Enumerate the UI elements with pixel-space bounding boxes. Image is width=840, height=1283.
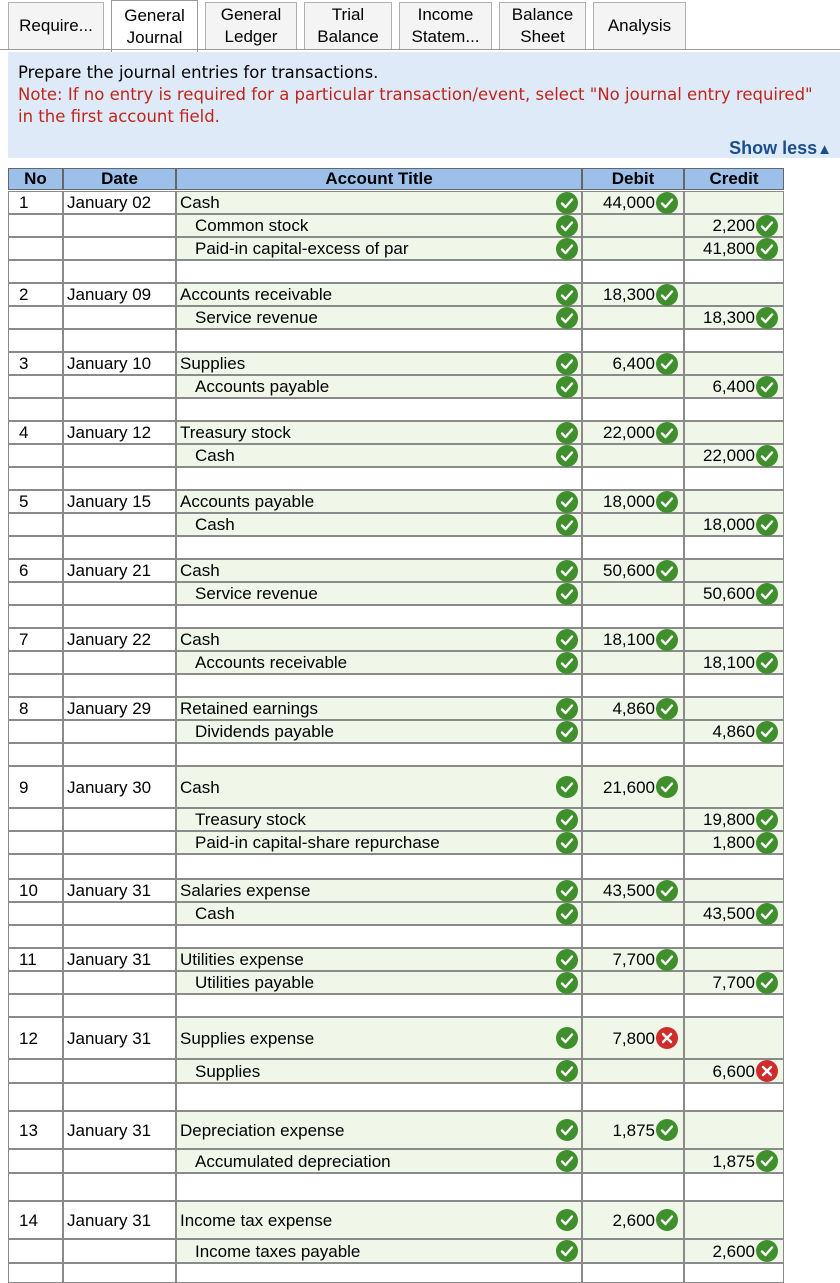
debit-field[interactable]: 18,100 xyxy=(582,628,684,651)
entry-number-cell xyxy=(8,444,63,467)
instruction-text: Prepare the journal entries for transactions. xyxy=(18,63,379,82)
spacer-cell xyxy=(63,674,176,697)
check-icon xyxy=(756,445,778,467)
check-icon xyxy=(656,949,678,971)
account-field[interactable]: Treasury stock xyxy=(176,421,582,444)
debit-field[interactable]: 43,500 xyxy=(582,879,684,902)
credit-field[interactable]: 50,600 xyxy=(684,582,784,605)
spacer-cell xyxy=(8,536,63,559)
date-cell: January 31 xyxy=(63,1111,176,1149)
check-icon xyxy=(656,1119,678,1141)
entry-number-cell: 5 xyxy=(8,490,63,513)
date-cell: January 30 xyxy=(63,766,176,808)
spacer-cell xyxy=(176,536,582,559)
check-icon xyxy=(556,1119,578,1141)
check-icon xyxy=(556,809,578,831)
account-field[interactable]: Salaries expense xyxy=(176,879,582,902)
entry-number-cell xyxy=(8,513,63,536)
entry-number-cell: 14 xyxy=(8,1201,63,1239)
account-field[interactable]: Service revenue xyxy=(176,582,582,605)
credit-field[interactable]: 6,600 xyxy=(684,1059,784,1083)
debit-field[interactable] xyxy=(582,306,684,329)
spacer-cell xyxy=(684,1083,784,1111)
spacer-cell xyxy=(582,398,684,421)
check-icon xyxy=(556,721,578,743)
spacer-cell xyxy=(63,605,176,628)
date-cell xyxy=(63,1239,176,1263)
credit-field[interactable] xyxy=(684,879,784,902)
check-icon xyxy=(556,238,578,260)
check-icon xyxy=(556,1027,578,1049)
spacer-cell xyxy=(8,925,63,948)
credit-field[interactable] xyxy=(684,697,784,720)
account-field[interactable]: Cash xyxy=(176,444,582,467)
check-icon xyxy=(756,972,778,994)
spacer-cell xyxy=(176,329,582,352)
check-icon xyxy=(556,880,578,902)
entry-number-cell xyxy=(8,214,63,237)
account-field[interactable]: Utilities expense xyxy=(176,948,582,971)
credit-field[interactable] xyxy=(684,1111,784,1149)
debit-field[interactable] xyxy=(582,375,684,398)
credit-field[interactable]: 41,800 xyxy=(684,237,784,260)
credit-field[interactable]: 4,860 xyxy=(684,720,784,743)
account-field[interactable]: Cash xyxy=(176,513,582,536)
tab-analysis[interactable]: Analysis xyxy=(593,2,686,49)
check-icon xyxy=(556,832,578,854)
spacer-cell xyxy=(684,398,784,421)
check-icon xyxy=(556,1240,578,1262)
date-cell xyxy=(63,237,176,260)
instruction-note: Note: If no entry is required for a particular transaction/event, select "No journal entry required" in the first account field. xyxy=(18,85,813,126)
check-icon xyxy=(656,284,678,306)
account-field[interactable]: Depreciation expense xyxy=(176,1111,582,1149)
spacer-cell xyxy=(684,1173,784,1201)
debit-field[interactable]: 2,600 xyxy=(582,1201,684,1239)
date-cell xyxy=(63,444,176,467)
spacer-cell xyxy=(8,674,63,697)
check-icon xyxy=(556,215,578,237)
column-header-no: No xyxy=(8,168,63,190)
debit-field[interactable]: 21,600 xyxy=(582,766,684,808)
spacer-cell xyxy=(582,536,684,559)
check-icon xyxy=(756,652,778,674)
account-field[interactable]: Accounts payable xyxy=(176,375,582,398)
entry-number-cell xyxy=(8,582,63,605)
spacer-cell xyxy=(8,854,63,879)
spacer-cell xyxy=(8,398,63,421)
entry-number-cell: 1 xyxy=(8,191,63,214)
entry-number-cell xyxy=(8,237,63,260)
credit-field[interactable]: 18,300 xyxy=(684,306,784,329)
debit-field[interactable] xyxy=(582,651,684,674)
spacer-cell xyxy=(63,743,176,766)
check-icon xyxy=(756,514,778,536)
account-field[interactable]: Accounts payable xyxy=(176,490,582,513)
date-cell: January 31 xyxy=(63,1201,176,1239)
check-icon xyxy=(556,972,578,994)
check-icon xyxy=(756,832,778,854)
debit-field[interactable] xyxy=(582,237,684,260)
check-icon xyxy=(756,376,778,398)
spacer-cell xyxy=(176,854,582,879)
instructions-panel xyxy=(8,52,840,158)
date-cell xyxy=(63,1059,176,1083)
check-icon xyxy=(556,652,578,674)
check-icon xyxy=(756,721,778,743)
check-icon xyxy=(656,422,678,444)
date-cell xyxy=(63,513,176,536)
debit-field[interactable]: 44,000 xyxy=(582,191,684,214)
credit-field[interactable] xyxy=(684,766,784,808)
spacer-cell xyxy=(176,605,582,628)
check-icon xyxy=(756,583,778,605)
spacer-cell xyxy=(582,854,684,879)
column-header-date: Date xyxy=(63,168,176,190)
date-cell: January 29 xyxy=(63,697,176,720)
credit-field[interactable]: 1,875 xyxy=(684,1149,784,1173)
date-cell: January 09 xyxy=(63,283,176,306)
credit-field[interactable]: 2,200 xyxy=(684,214,784,237)
account-field[interactable]: Paid-in capital-excess of par xyxy=(176,237,582,260)
spacer-cell xyxy=(176,467,582,490)
tab-bar xyxy=(0,0,840,52)
date-cell xyxy=(63,375,176,398)
check-icon xyxy=(756,1240,778,1262)
check-icon xyxy=(556,514,578,536)
credit-field[interactable]: 43,500 xyxy=(684,902,784,925)
credit-field[interactable]: 22,000 xyxy=(684,444,784,467)
spacer-cell xyxy=(8,1263,63,1283)
date-cell: January 02 xyxy=(63,191,176,214)
date-cell: January 31 xyxy=(63,948,176,971)
check-icon xyxy=(656,698,678,720)
check-icon xyxy=(656,491,678,513)
spacer-cell xyxy=(8,1173,63,1201)
check-icon xyxy=(556,903,578,925)
spacer-cell xyxy=(684,260,784,283)
check-icon xyxy=(656,880,678,902)
entry-number-cell xyxy=(8,651,63,674)
account-field[interactable]: Accounts receivable xyxy=(176,283,582,306)
date-cell: January 31 xyxy=(63,1017,176,1059)
entry-number-cell: 6 xyxy=(8,559,63,582)
spacer-cell xyxy=(582,467,684,490)
spacer-cell xyxy=(63,925,176,948)
spacer-cell xyxy=(8,329,63,352)
debit-field[interactable]: 18,000 xyxy=(582,490,684,513)
date-cell xyxy=(63,582,176,605)
account-field[interactable]: Income taxes payable xyxy=(176,1239,582,1263)
credit-field[interactable] xyxy=(684,1201,784,1239)
check-icon xyxy=(556,1209,578,1231)
account-field[interactable]: Supplies xyxy=(176,352,582,375)
account-field[interactable]: Dividends payable xyxy=(176,720,582,743)
entry-number-cell: 12 xyxy=(8,1017,63,1059)
debit-field[interactable] xyxy=(582,831,684,854)
spacer-cell xyxy=(63,1263,176,1283)
check-icon xyxy=(556,629,578,651)
spacer-cell xyxy=(176,260,582,283)
spacer-cell xyxy=(582,743,684,766)
date-cell xyxy=(63,831,176,854)
check-icon xyxy=(656,353,678,375)
spacer-cell xyxy=(684,994,784,1017)
date-cell: January 21 xyxy=(63,559,176,582)
date-cell: January 12 xyxy=(63,421,176,444)
debit-field[interactable]: 22,000 xyxy=(582,421,684,444)
column-header-account: Account Title xyxy=(176,168,582,190)
account-field[interactable]: Cash xyxy=(176,628,582,651)
spacer-cell xyxy=(176,674,582,697)
check-icon xyxy=(656,192,678,214)
date-cell xyxy=(63,902,176,925)
account-field[interactable]: Cash xyxy=(176,191,582,214)
credit-field[interactable]: 18,100 xyxy=(684,651,784,674)
check-icon xyxy=(556,560,578,582)
account-field[interactable]: Accounts receivable xyxy=(176,651,582,674)
entry-number-cell xyxy=(8,1149,63,1173)
spacer-cell xyxy=(684,925,784,948)
credit-field[interactable]: 6,400 xyxy=(684,375,784,398)
spacer-cell xyxy=(582,925,684,948)
credit-field[interactable] xyxy=(684,628,784,651)
debit-field[interactable] xyxy=(582,971,684,994)
entry-number-cell xyxy=(8,971,63,994)
tab-divider xyxy=(0,49,840,50)
date-cell xyxy=(63,214,176,237)
account-field[interactable]: Retained earnings xyxy=(176,697,582,720)
credit-field[interactable] xyxy=(684,191,784,214)
check-icon xyxy=(656,560,678,582)
spacer-cell xyxy=(63,467,176,490)
date-cell xyxy=(63,1149,176,1173)
check-icon xyxy=(756,215,778,237)
spacer-cell xyxy=(684,674,784,697)
debit-field[interactable] xyxy=(582,1149,684,1173)
check-icon xyxy=(556,1150,578,1172)
spacer-cell xyxy=(8,605,63,628)
credit-field[interactable] xyxy=(684,559,784,582)
date-cell xyxy=(63,720,176,743)
spacer-cell xyxy=(684,1263,784,1283)
credit-field[interactable]: 19,800 xyxy=(684,808,784,831)
date-cell: January 22 xyxy=(63,628,176,651)
check-icon xyxy=(556,192,578,214)
date-cell: January 15 xyxy=(63,490,176,513)
cross-icon xyxy=(656,1027,678,1049)
account-field[interactable]: Cash xyxy=(176,559,582,582)
debit-field[interactable] xyxy=(582,513,684,536)
entry-number-cell: 8 xyxy=(8,697,63,720)
check-icon xyxy=(556,949,578,971)
spacer-cell xyxy=(582,329,684,352)
tab-general-journal[interactable]: General Journal xyxy=(111,0,198,52)
check-icon xyxy=(756,307,778,329)
credit-field[interactable]: 1,800 xyxy=(684,831,784,854)
check-icon xyxy=(556,307,578,329)
entry-number-cell: 2 xyxy=(8,283,63,306)
entry-number-cell: 10 xyxy=(8,879,63,902)
spacer-cell xyxy=(63,329,176,352)
spacer-cell xyxy=(63,1173,176,1201)
check-icon xyxy=(556,376,578,398)
spacer-cell xyxy=(176,398,582,421)
account-field[interactable]: Common stock xyxy=(176,214,582,237)
account-field[interactable]: Cash xyxy=(176,902,582,925)
debit-field[interactable] xyxy=(582,902,684,925)
debit-field[interactable] xyxy=(582,1059,684,1083)
column-header-credit: Credit xyxy=(684,168,784,190)
spacer-cell xyxy=(63,994,176,1017)
triangle-up-icon: ▲ xyxy=(817,141,832,158)
spacer-cell xyxy=(63,854,176,879)
entry-number-cell xyxy=(8,1239,63,1263)
tab-general-ledger[interactable]: General Ledger xyxy=(205,2,297,49)
spacer-cell xyxy=(176,925,582,948)
check-icon xyxy=(756,1150,778,1172)
date-cell: January 31 xyxy=(63,879,176,902)
spacer-cell xyxy=(684,329,784,352)
entry-number-cell: 3 xyxy=(8,352,63,375)
spacer-cell xyxy=(176,1263,582,1283)
credit-field[interactable]: 7,700 xyxy=(684,971,784,994)
check-icon xyxy=(656,629,678,651)
credit-field[interactable]: 18,000 xyxy=(684,513,784,536)
entry-number-cell: 11 xyxy=(8,948,63,971)
debit-field[interactable] xyxy=(582,444,684,467)
check-icon xyxy=(756,809,778,831)
account-field[interactable]: Paid-in capital-share repurchase xyxy=(176,831,582,854)
show-less-link[interactable]: Show less▲ xyxy=(729,138,832,158)
spacer-cell xyxy=(176,994,582,1017)
spacer-cell xyxy=(8,743,63,766)
check-icon xyxy=(556,445,578,467)
entry-number-cell xyxy=(8,831,63,854)
credit-field[interactable] xyxy=(684,490,784,513)
spacer-cell xyxy=(8,467,63,490)
check-icon xyxy=(756,238,778,260)
debit-field[interactable] xyxy=(582,582,684,605)
spacer-cell xyxy=(176,1173,582,1201)
debit-field[interactable] xyxy=(582,1239,684,1263)
check-icon xyxy=(756,903,778,925)
account-field[interactable]: Accumulated depreciation xyxy=(176,1149,582,1173)
check-icon xyxy=(556,353,578,375)
entry-number-cell xyxy=(8,306,63,329)
debit-field[interactable]: 4,860 xyxy=(582,697,684,720)
debit-field[interactable]: 7,800 xyxy=(582,1017,684,1059)
check-icon xyxy=(556,491,578,513)
entry-number-cell: 4 xyxy=(8,421,63,444)
spacer-cell xyxy=(176,743,582,766)
check-icon xyxy=(556,284,578,306)
check-icon xyxy=(656,1209,678,1231)
spacer-cell xyxy=(684,536,784,559)
tab-requirements[interactable]: Require... xyxy=(8,2,104,49)
spacer-cell xyxy=(684,605,784,628)
credit-field[interactable] xyxy=(684,352,784,375)
check-icon xyxy=(556,422,578,444)
spacer-cell xyxy=(582,1173,684,1201)
entry-number-cell xyxy=(8,902,63,925)
entry-number-cell: 9 xyxy=(8,766,63,808)
tab-income-statement[interactable]: Income Statem... xyxy=(399,2,492,49)
entry-number-cell xyxy=(8,720,63,743)
check-icon xyxy=(556,698,578,720)
spacer-cell xyxy=(63,536,176,559)
account-field[interactable]: Treasury stock xyxy=(176,808,582,831)
spacer-cell xyxy=(8,1083,63,1111)
entry-number-cell: 7 xyxy=(8,628,63,651)
account-field[interactable]: Supplies xyxy=(176,1059,582,1083)
debit-field[interactable]: 1,875 xyxy=(582,1111,684,1149)
date-cell xyxy=(63,971,176,994)
account-field[interactable]: Service revenue xyxy=(176,306,582,329)
date-cell xyxy=(63,808,176,831)
date-cell xyxy=(63,651,176,674)
debit-field[interactable]: 6,400 xyxy=(582,352,684,375)
credit-field[interactable] xyxy=(684,1017,784,1059)
spacer-cell xyxy=(582,674,684,697)
check-icon xyxy=(556,776,578,798)
check-icon xyxy=(556,583,578,605)
spacer-cell xyxy=(684,854,784,879)
spacer-cell xyxy=(684,743,784,766)
debit-field[interactable] xyxy=(582,808,684,831)
debit-field[interactable]: 50,600 xyxy=(582,559,684,582)
spacer-cell xyxy=(582,260,684,283)
credit-field[interactable] xyxy=(684,948,784,971)
credit-field[interactable] xyxy=(684,283,784,306)
spacer-cell xyxy=(8,260,63,283)
debit-field[interactable]: 18,300 xyxy=(582,283,684,306)
tab-balance-sheet[interactable]: Balance Sheet xyxy=(499,2,586,49)
spacer-cell xyxy=(582,994,684,1017)
entry-number-cell: 13 xyxy=(8,1111,63,1149)
entry-number-cell xyxy=(8,1059,63,1083)
entry-number-cell xyxy=(8,375,63,398)
account-field[interactable]: Utilities payable xyxy=(176,971,582,994)
check-icon xyxy=(556,1060,578,1082)
cross-icon xyxy=(756,1060,778,1082)
spacer-cell xyxy=(63,1083,176,1111)
debit-field[interactable] xyxy=(582,720,684,743)
entry-number-cell xyxy=(8,808,63,831)
tab-trial-balance[interactable]: Trial Balance xyxy=(304,2,392,49)
date-cell xyxy=(63,306,176,329)
account-field[interactable]: Supplies expense xyxy=(176,1017,582,1059)
account-field[interactable]: Income tax expense xyxy=(176,1201,582,1239)
spacer-cell xyxy=(582,1263,684,1283)
spacer-cell xyxy=(8,994,63,1017)
column-header-debit: Debit xyxy=(582,168,684,190)
account-field[interactable]: Cash xyxy=(176,766,582,808)
spacer-cell xyxy=(684,467,784,490)
spacer-cell xyxy=(63,260,176,283)
credit-field[interactable] xyxy=(684,421,784,444)
credit-field[interactable]: 2,600 xyxy=(684,1239,784,1263)
debit-field[interactable] xyxy=(582,214,684,237)
spacer-cell xyxy=(63,398,176,421)
spacer-cell xyxy=(582,605,684,628)
date-cell: January 10 xyxy=(63,352,176,375)
debit-field[interactable]: 7,700 xyxy=(582,948,684,971)
check-icon xyxy=(656,776,678,798)
spacer-cell xyxy=(582,1083,684,1111)
spacer-cell xyxy=(176,1083,582,1111)
